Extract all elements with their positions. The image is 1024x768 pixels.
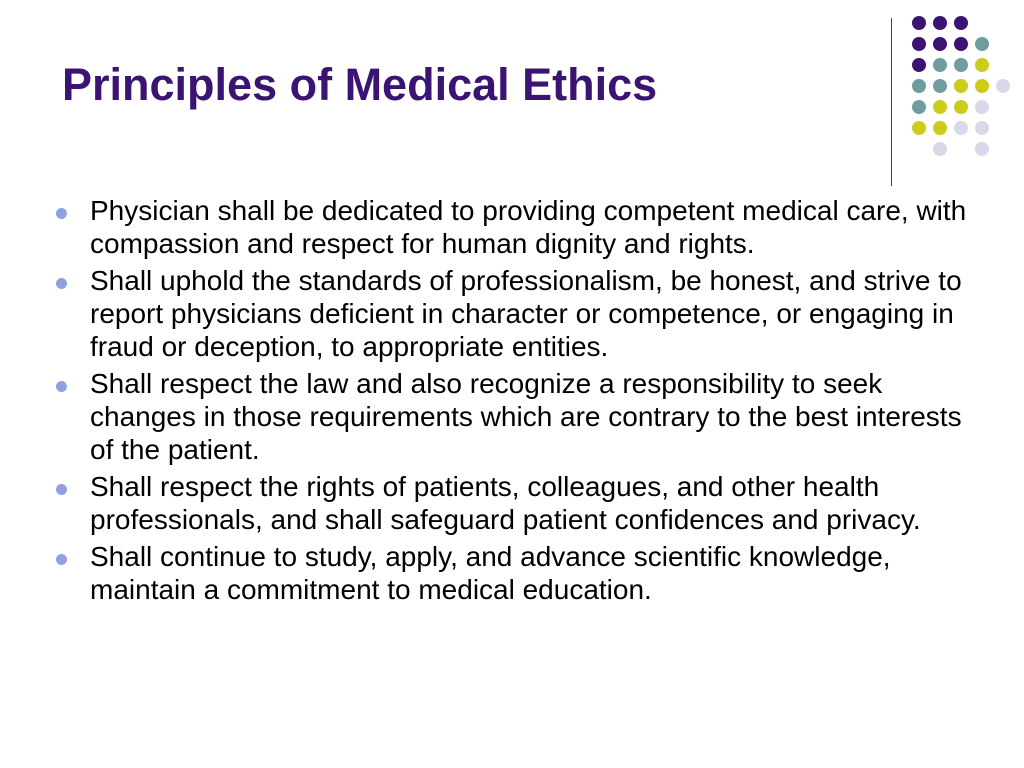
decorative-dot bbox=[975, 142, 989, 156]
slide-title: Principles of Medical Ethics bbox=[62, 59, 658, 110]
decorative-dot bbox=[975, 37, 989, 51]
bullet-item bbox=[52, 194, 982, 260]
decorative-dot bbox=[912, 58, 926, 72]
bullet-item bbox=[52, 367, 982, 466]
bullet-text: Shall respect the rights of patients, colleagues, and other health professionals, and shall safeguard patient confidences and privacy. bbox=[90, 471, 921, 535]
decorative-dot bbox=[996, 79, 1010, 93]
decorative-dot bbox=[933, 100, 947, 114]
bullet-text: Shall respect the law and also recognize a responsibility to seek changes in those requirements which are contrary to the best interests of the patient. bbox=[90, 368, 962, 465]
decorative-dot bbox=[933, 142, 947, 156]
decorative-dot bbox=[975, 100, 989, 114]
decorative-dot bbox=[912, 100, 926, 114]
bullet-item bbox=[52, 470, 982, 536]
bullet-marker-icon bbox=[56, 208, 67, 219]
decorative-dot bbox=[912, 37, 926, 51]
decorative-dot bbox=[975, 121, 989, 135]
bullet-text: Shall uphold the standards of professionalism, be honest, and strive to report physicians deficient in character or competence, or engaging in fraud or deception, to appropriate entities. bbox=[90, 265, 962, 362]
bullet-text: Shall continue to study, apply, and advance scientific knowledge, maintain a commitment to medical education. bbox=[90, 541, 891, 605]
decorative-dot bbox=[912, 16, 926, 30]
decorative-dot bbox=[954, 100, 968, 114]
title-divider-line bbox=[891, 18, 892, 186]
bullet-marker-icon bbox=[56, 554, 67, 565]
bullet-item bbox=[52, 264, 982, 363]
decorative-dot bbox=[975, 58, 989, 72]
decorative-dot bbox=[933, 79, 947, 93]
bullet-marker-icon bbox=[56, 484, 67, 495]
decorative-dot bbox=[954, 16, 968, 30]
decorative-dot bbox=[954, 58, 968, 72]
decorative-dot bbox=[975, 79, 989, 93]
bullet-marker-icon bbox=[56, 381, 67, 392]
decorative-dot bbox=[933, 16, 947, 30]
decorative-dot bbox=[933, 58, 947, 72]
decorative-dot bbox=[912, 79, 926, 93]
decorative-dot bbox=[954, 37, 968, 51]
bullet-item bbox=[52, 540, 982, 606]
decorative-dot bbox=[933, 37, 947, 51]
bullet-marker-icon bbox=[56, 278, 67, 289]
decorative-dot bbox=[954, 79, 968, 93]
decorative-dot bbox=[933, 121, 947, 135]
decorative-dot bbox=[954, 121, 968, 135]
bullet-list bbox=[52, 194, 982, 610]
bullet-text: Physician shall be dedicated to providing competent medical care, with compassion and respect for human dignity and rights. bbox=[90, 195, 967, 259]
decorative-dot bbox=[912, 121, 926, 135]
